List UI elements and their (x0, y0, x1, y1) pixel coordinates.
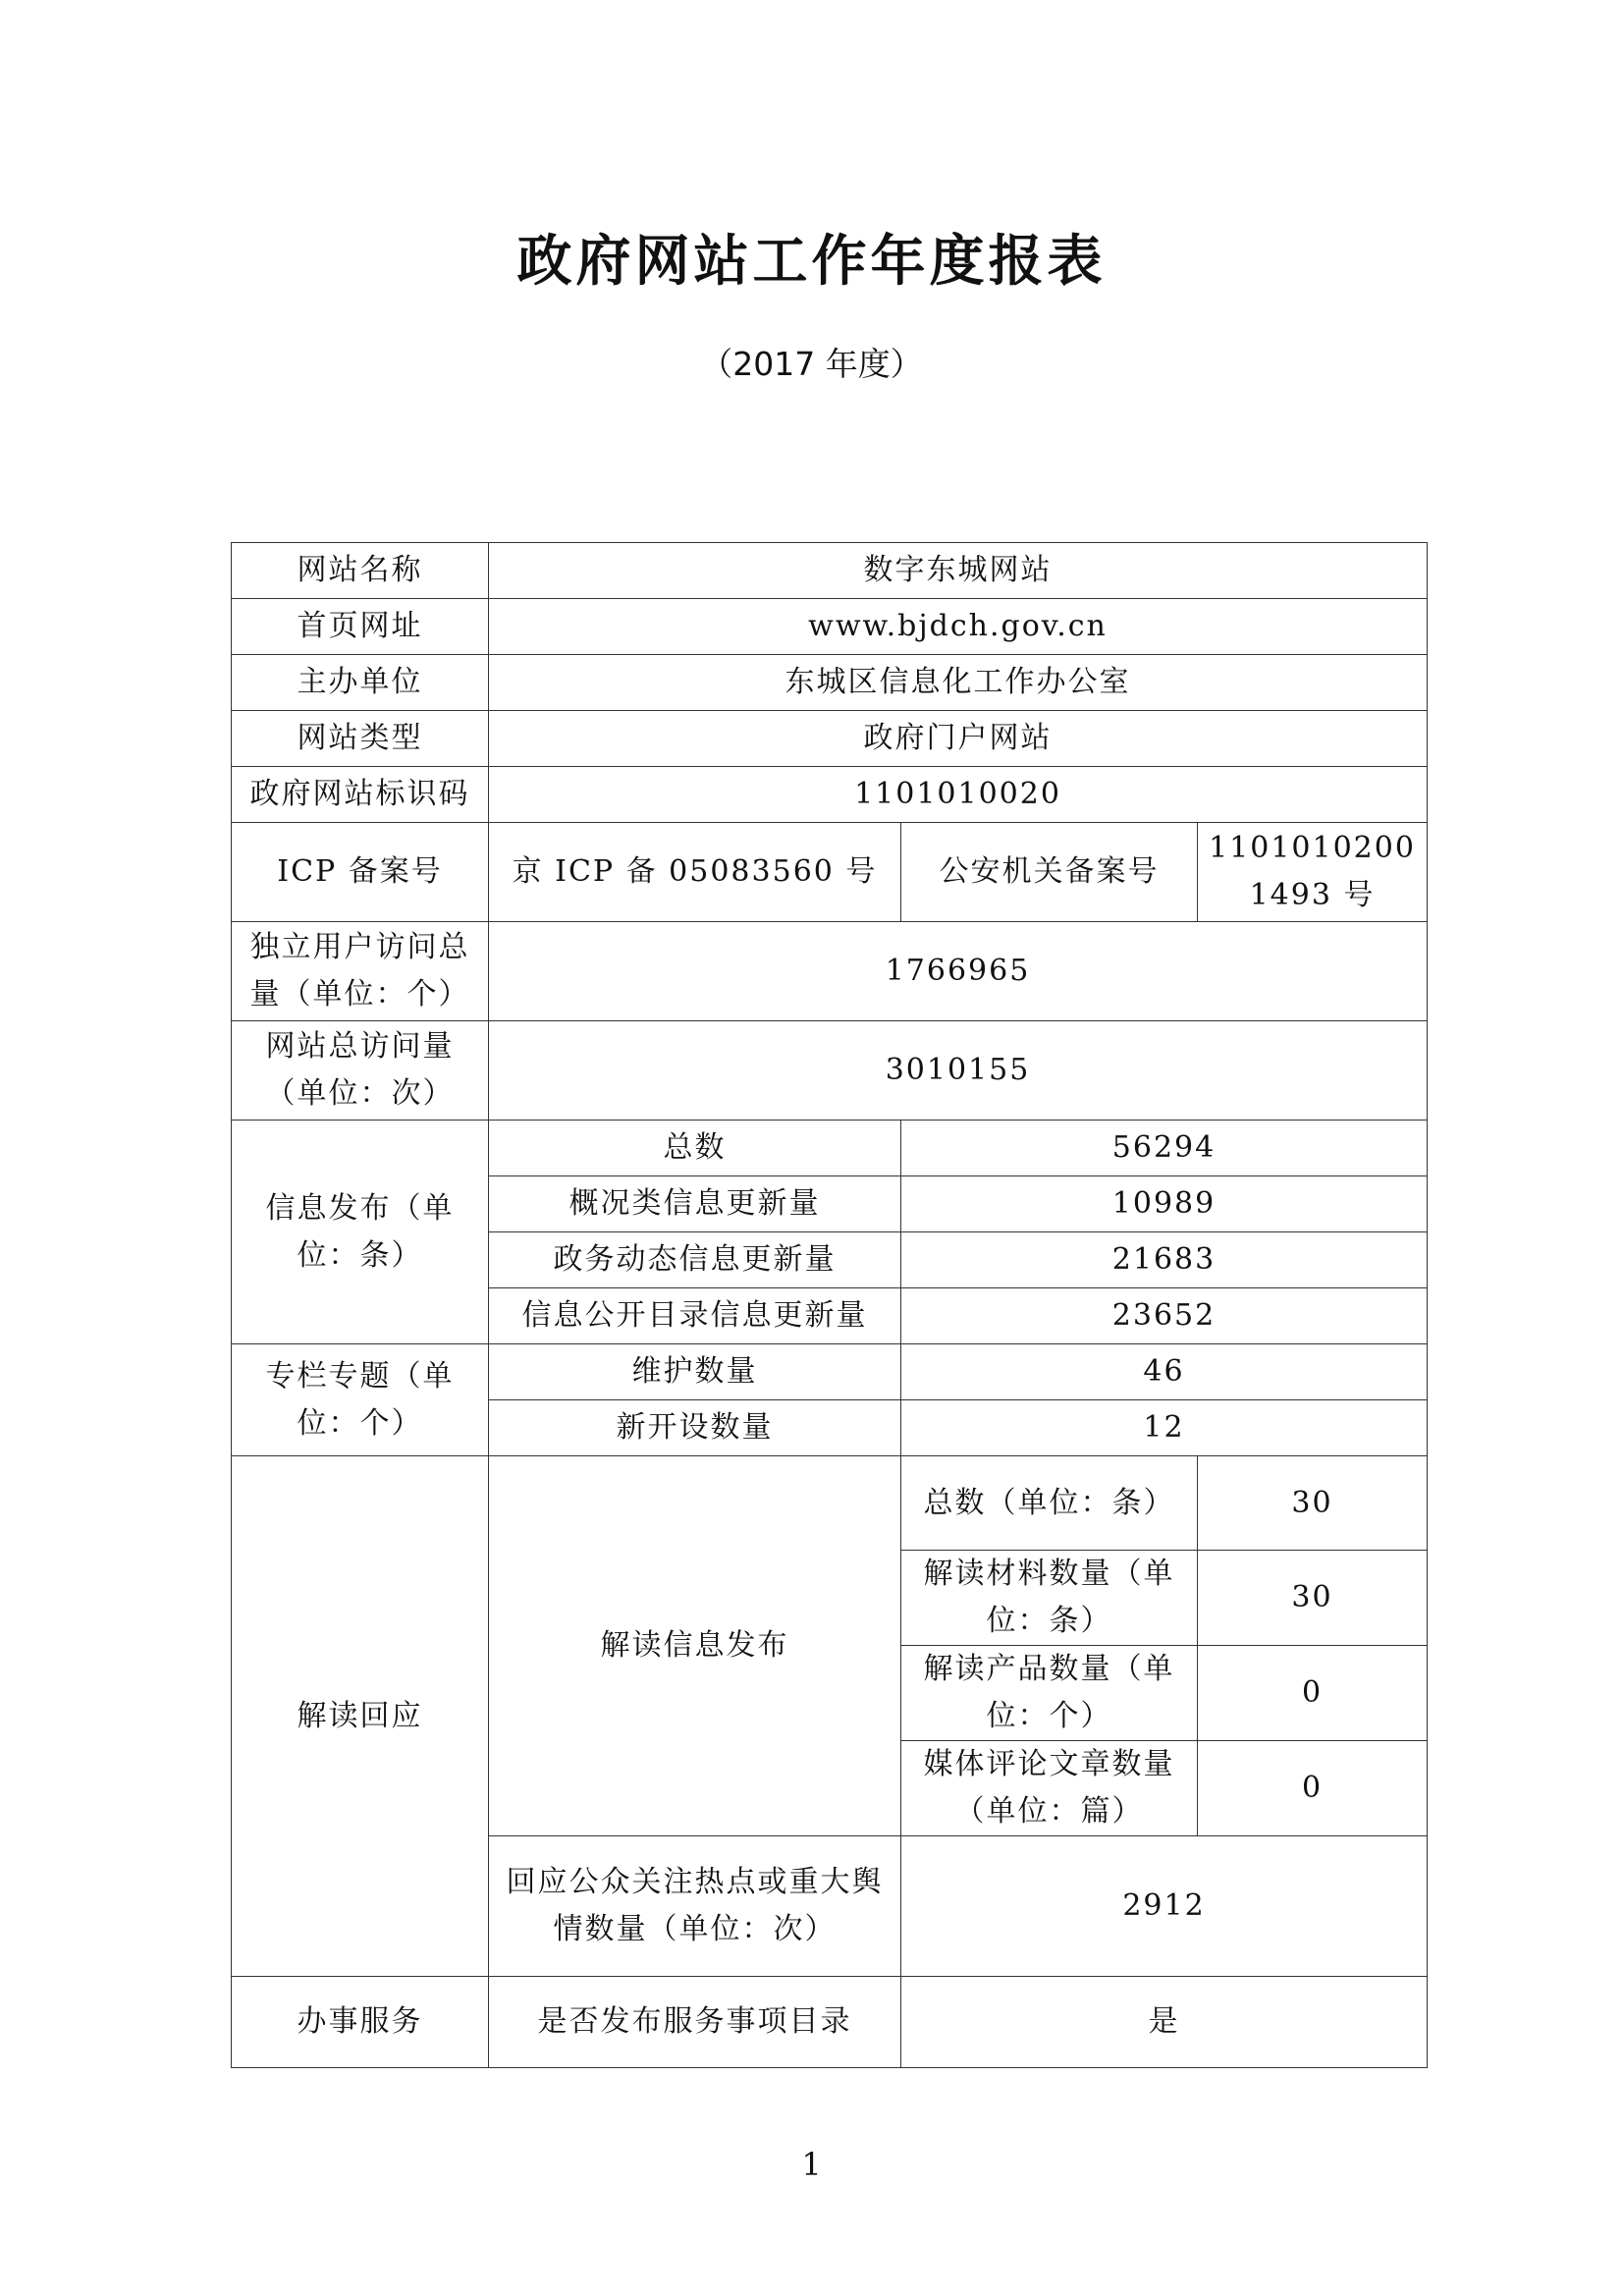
police-record-label: 公安机关备案号 (901, 823, 1198, 922)
table-row (232, 767, 1428, 823)
police-record-value: 11010102001493 号 (1198, 823, 1428, 922)
info-release-item-value: 21683 (901, 1232, 1428, 1288)
report-table (231, 542, 1428, 2068)
page-title: 政府网站工作年度报表 (516, 230, 1107, 294)
icp-label: ICP 备案号 (232, 823, 489, 922)
table-row (232, 711, 1428, 767)
table-row (232, 922, 1428, 1021)
info-release-item-value: 56294 (901, 1121, 1428, 1176)
interpretation-item-label: 媒体评论文章数量（单位：篇） (901, 1741, 1198, 1836)
site-type-label: 网站类型 (232, 711, 489, 767)
info-release-item-value: 10989 (901, 1176, 1428, 1232)
table-row (232, 1021, 1428, 1121)
report-year: （2017 年度） (700, 345, 923, 383)
table-row (232, 1977, 1428, 2068)
info-release-item-label: 信息公开目录信息更新量 (489, 1288, 901, 1344)
service-item-label: 是否发布服务事项目录 (489, 1977, 901, 2068)
sponsor-value: 东城区信息化工作办公室 (489, 655, 1428, 711)
interpretation-item-value: 30 (1198, 1456, 1428, 1551)
info-release-item-label: 概况类信息更新量 (489, 1176, 901, 1232)
page-views-value: 3010155 (489, 1021, 1428, 1121)
columns-item-value: 46 (901, 1344, 1428, 1400)
info-release-item-label: 政务动态信息更新量 (489, 1232, 901, 1288)
unique-visitors-value: 1766965 (489, 922, 1428, 1021)
columns-label: 专栏专题（单位：个） (232, 1344, 489, 1456)
table-row (232, 1456, 1428, 1551)
interpretation-item-value: 0 (1198, 1646, 1428, 1741)
site-type-value: 政府门户网站 (489, 711, 1428, 767)
service-label: 办事服务 (232, 1977, 489, 2068)
response-value: 2912 (901, 1836, 1428, 1977)
interpretation-label: 解读回应 (232, 1456, 489, 1977)
table-row (232, 599, 1428, 655)
interpretation-item-value: 0 (1198, 1741, 1428, 1836)
info-release-item-value: 23652 (901, 1288, 1428, 1344)
page-views-label: 网站总访问量（单位：次） (232, 1021, 489, 1121)
icp-value: 京 ICP 备 05083560 号 (489, 823, 901, 922)
table-row (232, 543, 1428, 599)
url-label: 首页网址 (232, 599, 489, 655)
url-value: www.bjdch.gov.cn (489, 599, 1428, 655)
table-row (232, 1344, 1428, 1400)
unique-visitors-label: 独立用户访问总量（单位：个） (232, 922, 489, 1021)
table-row (232, 823, 1428, 922)
columns-item-label: 新开设数量 (489, 1400, 901, 1456)
info-release-item-label: 总数 (489, 1121, 901, 1176)
columns-item-value: 12 (901, 1400, 1428, 1456)
info-release-label: 信息发布（单位：条） (232, 1121, 489, 1344)
columns-item-label: 维护数量 (489, 1344, 901, 1400)
sponsor-label: 主办单位 (232, 655, 489, 711)
interpretation-sub-label: 解读信息发布 (489, 1456, 901, 1836)
site-name-value: 数字东城网站 (489, 543, 1428, 599)
interpretation-item-label: 总数（单位：条） (901, 1456, 1198, 1551)
response-label: 回应公众关注热点或重大舆情数量（单位：次） (489, 1836, 901, 1977)
site-code-label: 政府网站标识码 (232, 767, 489, 823)
page-number: 1 (801, 2146, 822, 2183)
service-item-value: 是 (901, 1977, 1428, 2068)
interpretation-item-label: 解读材料数量（单位：条） (901, 1551, 1198, 1646)
site-code-value: 1101010020 (489, 767, 1428, 823)
table-row (232, 655, 1428, 711)
table-row (232, 1121, 1428, 1176)
site-name-label: 网站名称 (232, 543, 489, 599)
interpretation-item-label: 解读产品数量（单位：个） (901, 1646, 1198, 1741)
interpretation-item-value: 30 (1198, 1551, 1428, 1646)
